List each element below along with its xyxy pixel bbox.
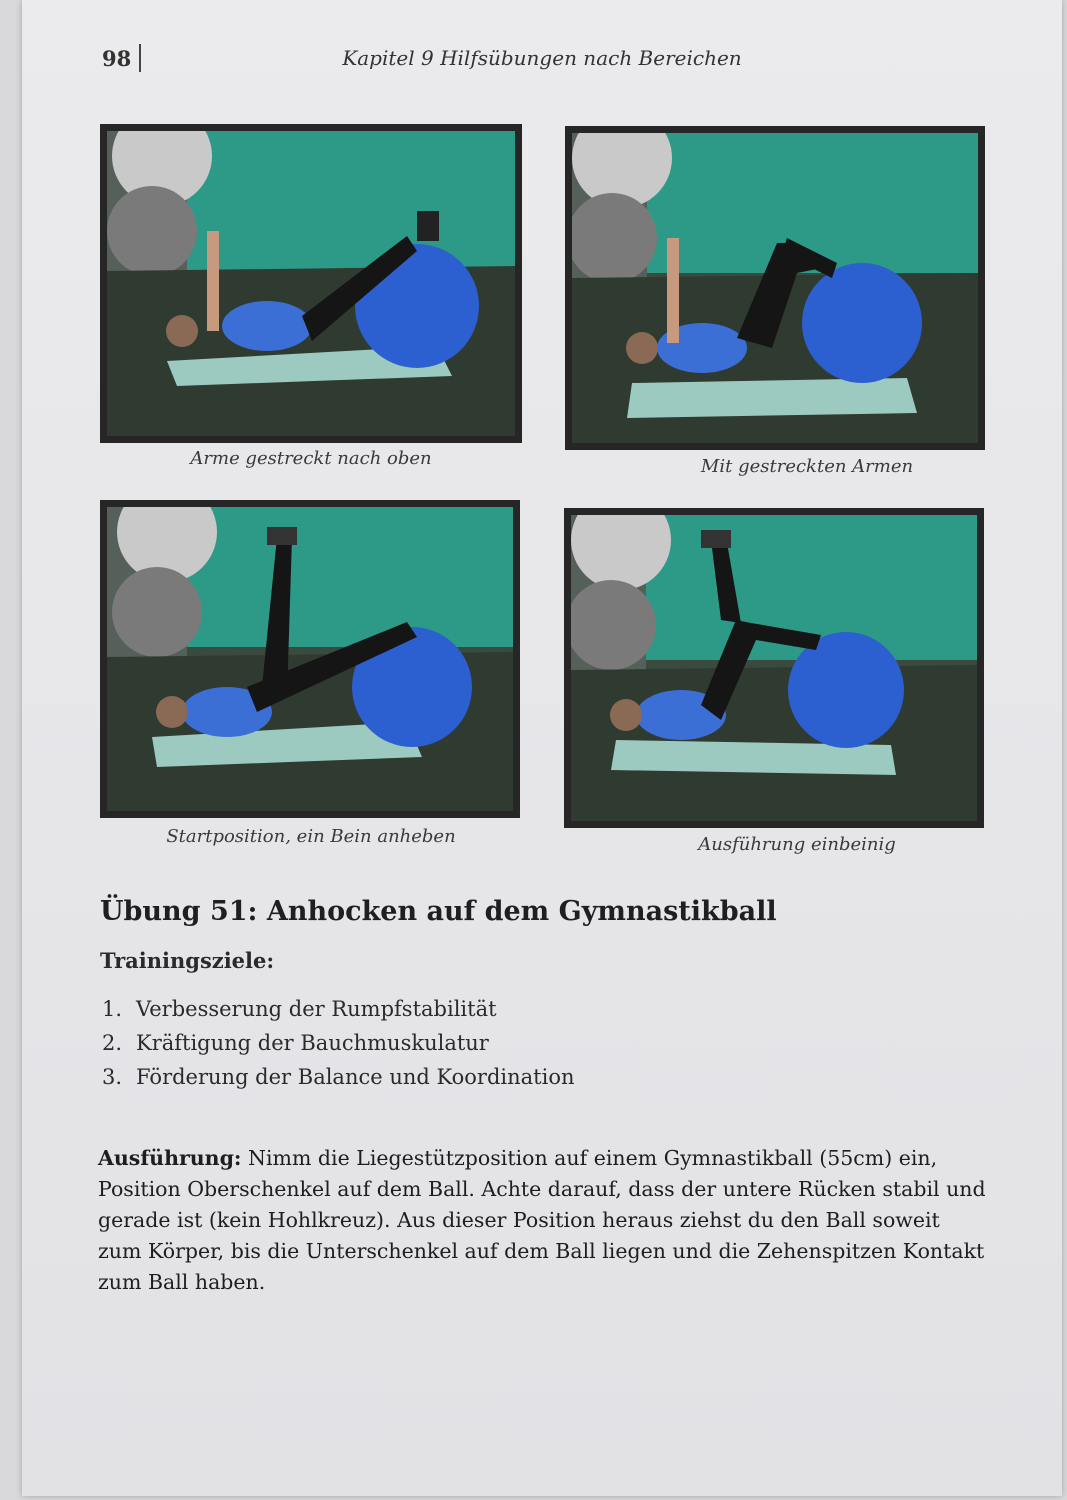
goals-list — [102, 992, 575, 1094]
photo-caption-1: Arme gestreckt nach oben — [190, 448, 432, 469]
header-separator — [139, 44, 141, 72]
goal-item: 2. Kräftigung der Bauchmuskulatur — [102, 1031, 489, 1055]
goal-item: 3. Förderung der Balance und Koordination — [102, 1065, 575, 1089]
running-head: Kapitel 9 Hilfsübungen nach Bereichen — [342, 46, 742, 70]
execution-paragraph — [98, 1143, 988, 1298]
photo-caption-3: Startposition, ein Bein anheben — [166, 826, 456, 847]
photo-caption-4: Ausführung einbeinig — [698, 834, 896, 855]
exercise-photo-3 — [100, 500, 520, 818]
execution-text: Nimm die Liegestützposition auf einem Gymnastikball (55cm) ein, Position Oberschenkel auf dem Ball. Achte darauf, dass der untere Rücken stabil und gerade ist (kein Hohlkreuz). Aus dieser Position heraus ziehst du den Ball soweit zum Körper, bis die Unterschenkel auf dem Ball liegen und die Zehenspitzen Kontakt zum Ball haben. — [98, 1145, 986, 1294]
photo-caption-2: Mit gestreckten Armen — [700, 456, 914, 477]
execution-label: Ausführung: — [98, 1145, 242, 1170]
page-number: 98 — [102, 46, 132, 71]
goal-item: 1. Verbesserung der Rumpfstabilität — [102, 997, 497, 1021]
exercise-photo-2 — [565, 126, 985, 450]
book-page — [22, 0, 1062, 1496]
exercise-photo-1 — [100, 124, 522, 443]
goals-heading: Trainingsziele: — [100, 948, 275, 973]
exercise-title: Übung 51: Anhocken auf dem Gymnastikball — [100, 896, 777, 927]
exercise-photo-4 — [564, 508, 984, 828]
